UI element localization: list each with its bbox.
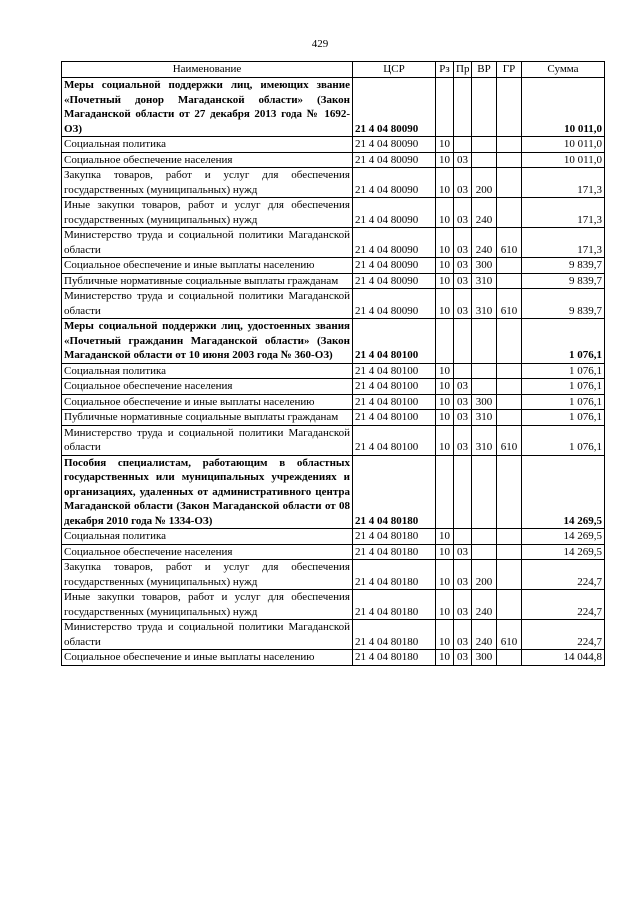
row-sum-cell: 1 076,1 <box>522 394 605 410</box>
row-sum-cell: 171,3 <box>522 228 605 258</box>
row-vr-cell: 240 <box>472 590 497 620</box>
budget-table <box>61 61 605 666</box>
row-csr-cell: 21 4 04 80100 <box>353 394 436 410</box>
row-sum-cell: 10 011,0 <box>522 137 605 153</box>
row-gr-cell <box>497 544 522 560</box>
row-gr-cell <box>497 258 522 274</box>
row-gr-cell: 610 <box>497 228 522 258</box>
row-gr-cell <box>497 560 522 590</box>
row-rz-cell: 10 <box>436 152 454 168</box>
row-pr-cell: 03 <box>454 379 472 395</box>
row-name-cell: Закупка товаров, работ и услуг для обеспечения государственных (муниципальных) нужд <box>62 560 353 590</box>
row-gr-cell <box>497 650 522 666</box>
row-gr-cell <box>497 319 522 364</box>
row-name-cell: Социальное обеспечение населения <box>62 152 353 168</box>
row-pr-cell <box>454 78 472 137</box>
row-gr-cell <box>497 379 522 395</box>
row-rz-cell: 10 <box>436 258 454 274</box>
row-csr-cell: 21 4 04 80180 <box>353 544 436 560</box>
row-pr-cell: 03 <box>454 273 472 289</box>
row-gr-cell <box>497 168 522 198</box>
row-sum-cell: 1 076,1 <box>522 363 605 379</box>
row-vr-cell: 200 <box>472 168 497 198</box>
row-sum-cell: 9 839,7 <box>522 258 605 274</box>
row-csr-cell: 21 4 04 80090 <box>353 198 436 228</box>
row-pr-cell: 03 <box>454 620 472 650</box>
row-rz-cell: 10 <box>436 137 454 153</box>
header-rz: Рз <box>436 62 454 78</box>
row-gr-cell <box>497 363 522 379</box>
row-sum-cell: 1 076,1 <box>522 410 605 426</box>
row-name-cell: Пособия специалистам, работающим в областных государственных или муниципальных учреждениях и организациях, удаленных от административного центра Магаданской области (Закон Магаданской области от 08 декабря 2010 года № 1334-ОЗ) <box>62 455 353 529</box>
row-gr-cell <box>497 529 522 545</box>
row-name-cell: Социальное обеспечение и иные выплаты населению <box>62 258 353 274</box>
table-row <box>62 137 605 153</box>
row-pr-cell: 03 <box>454 590 472 620</box>
row-pr-cell: 03 <box>454 544 472 560</box>
row-vr-cell <box>472 363 497 379</box>
row-rz-cell: 10 <box>436 425 454 455</box>
row-rz-cell: 10 <box>436 410 454 426</box>
row-csr-cell: 21 4 04 80100 <box>353 425 436 455</box>
row-name-cell: Социальная политика <box>62 363 353 379</box>
row-pr-cell: 03 <box>454 258 472 274</box>
row-csr-cell: 21 4 04 80090 <box>353 289 436 319</box>
table-row <box>62 529 605 545</box>
row-csr-cell: 21 4 04 80100 <box>353 410 436 426</box>
row-vr-cell: 300 <box>472 258 497 274</box>
row-sum-cell: 10 011,0 <box>522 78 605 137</box>
row-pr-cell: 03 <box>454 650 472 666</box>
row-vr-cell <box>472 137 497 153</box>
row-name-cell: Социальная политика <box>62 529 353 545</box>
row-vr-cell: 240 <box>472 198 497 228</box>
row-sum-cell: 1 076,1 <box>522 425 605 455</box>
row-name-cell: Меры социальной поддержки лиц, удостоенных звания «Почетный гражданин Магаданской области» (Закон Магаданской области от 10 июня 2003 года № 360-ОЗ) <box>62 319 353 364</box>
row-csr-cell: 21 4 04 80100 <box>353 363 436 379</box>
row-sum-cell: 14 044,8 <box>522 650 605 666</box>
table-row <box>62 544 605 560</box>
row-pr-cell <box>454 363 472 379</box>
row-csr-cell: 21 4 04 80090 <box>353 273 436 289</box>
row-sum-cell: 14 269,5 <box>522 529 605 545</box>
table-row <box>62 168 605 198</box>
row-csr-cell: 21 4 04 80090 <box>353 137 436 153</box>
table-row <box>62 590 605 620</box>
row-csr-cell: 21 4 04 80100 <box>353 379 436 395</box>
row-name-cell: Социальная политика <box>62 137 353 153</box>
row-sum-cell: 1 076,1 <box>522 379 605 395</box>
row-sum-cell: 9 839,7 <box>522 289 605 319</box>
table-row <box>62 560 605 590</box>
row-csr-cell: 21 4 04 80090 <box>353 152 436 168</box>
row-gr-cell: 610 <box>497 289 522 319</box>
row-pr-cell <box>454 529 472 545</box>
row-pr-cell: 03 <box>454 228 472 258</box>
row-csr-cell: 21 4 04 80180 <box>353 590 436 620</box>
table-row <box>62 394 605 410</box>
row-vr-cell: 300 <box>472 650 497 666</box>
row-gr-cell <box>497 410 522 426</box>
row-rz-cell <box>436 319 454 364</box>
row-pr-cell: 03 <box>454 152 472 168</box>
row-vr-cell: 310 <box>472 425 497 455</box>
table-row <box>62 289 605 319</box>
row-csr-cell: 21 4 04 80100 <box>353 319 436 364</box>
table-row <box>62 273 605 289</box>
header-csr: ЦСР <box>353 62 436 78</box>
row-name-cell: Социальное обеспечение и иные выплаты населению <box>62 650 353 666</box>
row-vr-cell: 240 <box>472 228 497 258</box>
row-name-cell: Закупка товаров, работ и услуг для обеспечения государственных (муниципальных) нужд <box>62 168 353 198</box>
row-rz-cell: 10 <box>436 590 454 620</box>
row-vr-cell <box>472 319 497 364</box>
row-name-cell: Иные закупки товаров, работ и услуг для обеспечения государственных (муниципальных) нужд <box>62 198 353 228</box>
row-sum-cell: 10 011,0 <box>522 152 605 168</box>
row-name-cell: Министерство труда и социальной политики Магаданской области <box>62 289 353 319</box>
row-name-cell: Публичные нормативные социальные выплаты гражданам <box>62 410 353 426</box>
row-vr-cell: 310 <box>472 289 497 319</box>
row-name-cell: Публичные нормативные социальные выплаты гражданам <box>62 273 353 289</box>
row-rz-cell: 10 <box>436 620 454 650</box>
header-vr: ВР <box>472 62 497 78</box>
row-sum-cell: 171,3 <box>522 198 605 228</box>
row-rz-cell: 10 <box>436 363 454 379</box>
table-header-row <box>62 62 605 78</box>
table-row <box>62 258 605 274</box>
header-sum: Сумма <box>522 62 605 78</box>
row-gr-cell <box>497 273 522 289</box>
header-name: Наименование <box>62 62 353 78</box>
row-pr-cell: 03 <box>454 289 472 319</box>
row-gr-cell <box>497 590 522 620</box>
row-rz-cell: 10 <box>436 650 454 666</box>
row-gr-cell <box>497 455 522 529</box>
row-sum-cell: 171,3 <box>522 168 605 198</box>
table-row <box>62 425 605 455</box>
row-csr-cell: 21 4 04 80180 <box>353 620 436 650</box>
row-csr-cell: 21 4 04 80090 <box>353 78 436 137</box>
row-sum-cell: 14 269,5 <box>522 455 605 529</box>
row-gr-cell: 610 <box>497 425 522 455</box>
row-sum-cell: 224,7 <box>522 560 605 590</box>
row-csr-cell: 21 4 04 80180 <box>353 560 436 590</box>
row-vr-cell: 200 <box>472 560 497 590</box>
row-pr-cell: 03 <box>454 425 472 455</box>
row-csr-cell: 21 4 04 80090 <box>353 258 436 274</box>
row-rz-cell: 10 <box>436 273 454 289</box>
row-vr-cell <box>472 529 497 545</box>
row-name-cell: Министерство труда и социальной политики Магаданской области <box>62 620 353 650</box>
row-vr-cell: 310 <box>472 410 497 426</box>
table-row <box>62 152 605 168</box>
header-gr: ГР <box>497 62 522 78</box>
row-vr-cell <box>472 455 497 529</box>
row-pr-cell <box>454 455 472 529</box>
table-body <box>62 78 605 666</box>
row-vr-cell <box>472 78 497 137</box>
row-pr-cell <box>454 137 472 153</box>
row-gr-cell <box>497 152 522 168</box>
table-row <box>62 363 605 379</box>
row-pr-cell <box>454 319 472 364</box>
row-rz-cell: 10 <box>436 529 454 545</box>
row-gr-cell <box>497 137 522 153</box>
table-row <box>62 198 605 228</box>
row-vr-cell <box>472 152 497 168</box>
row-csr-cell: 21 4 04 80090 <box>353 168 436 198</box>
row-name-cell: Социальное обеспечение населения <box>62 544 353 560</box>
row-name-cell: Министерство труда и социальной политики Магаданской области <box>62 228 353 258</box>
row-rz-cell: 10 <box>436 379 454 395</box>
row-sum-cell: 224,7 <box>522 620 605 650</box>
row-csr-cell: 21 4 04 80090 <box>353 228 436 258</box>
row-vr-cell: 310 <box>472 273 497 289</box>
row-name-cell: Социальное обеспечение и иные выплаты населению <box>62 394 353 410</box>
row-vr-cell <box>472 379 497 395</box>
row-gr-cell <box>497 394 522 410</box>
row-sum-cell: 9 839,7 <box>522 273 605 289</box>
table-row <box>62 379 605 395</box>
row-pr-cell: 03 <box>454 198 472 228</box>
row-gr-cell <box>497 78 522 137</box>
row-pr-cell: 03 <box>454 410 472 426</box>
row-name-cell: Иные закупки товаров, работ и услуг для обеспечения государственных (муниципальных) нужд <box>62 590 353 620</box>
row-gr-cell <box>497 198 522 228</box>
row-name-cell: Меры социальной поддержки лиц, имеющих звание «Почетный донор Магаданской области» (Закон Магаданской области от 27 декабря 2013 года № 1692-ОЗ) <box>62 78 353 137</box>
row-rz-cell: 10 <box>436 544 454 560</box>
row-rz-cell: 10 <box>436 168 454 198</box>
row-rz-cell: 10 <box>436 198 454 228</box>
row-pr-cell: 03 <box>454 560 472 590</box>
row-gr-cell: 610 <box>497 620 522 650</box>
row-rz-cell: 10 <box>436 289 454 319</box>
row-csr-cell: 21 4 04 80180 <box>353 455 436 529</box>
row-rz-cell: 10 <box>436 228 454 258</box>
row-rz-cell <box>436 78 454 137</box>
row-name-cell: Министерство труда и социальной политики Магаданской области <box>62 425 353 455</box>
row-sum-cell: 224,7 <box>522 590 605 620</box>
row-sum-cell: 14 269,5 <box>522 544 605 560</box>
row-csr-cell: 21 4 04 80180 <box>353 650 436 666</box>
header-pr: Пр <box>454 62 472 78</box>
table-row <box>62 620 605 650</box>
row-rz-cell <box>436 455 454 529</box>
row-rz-cell: 10 <box>436 394 454 410</box>
row-vr-cell: 240 <box>472 620 497 650</box>
table-row-section <box>62 455 605 529</box>
page-number: 429 <box>311 38 329 50</box>
table-row <box>62 228 605 258</box>
row-vr-cell <box>472 544 497 560</box>
table-row <box>62 650 605 666</box>
row-sum-cell: 1 076,1 <box>522 319 605 364</box>
row-pr-cell: 03 <box>454 168 472 198</box>
row-pr-cell: 03 <box>454 394 472 410</box>
row-vr-cell: 300 <box>472 394 497 410</box>
row-csr-cell: 21 4 04 80180 <box>353 529 436 545</box>
table-row-section <box>62 319 605 364</box>
row-name-cell: Социальное обеспечение населения <box>62 379 353 395</box>
table-row <box>62 410 605 426</box>
table-row-section <box>62 78 605 137</box>
row-rz-cell: 10 <box>436 560 454 590</box>
